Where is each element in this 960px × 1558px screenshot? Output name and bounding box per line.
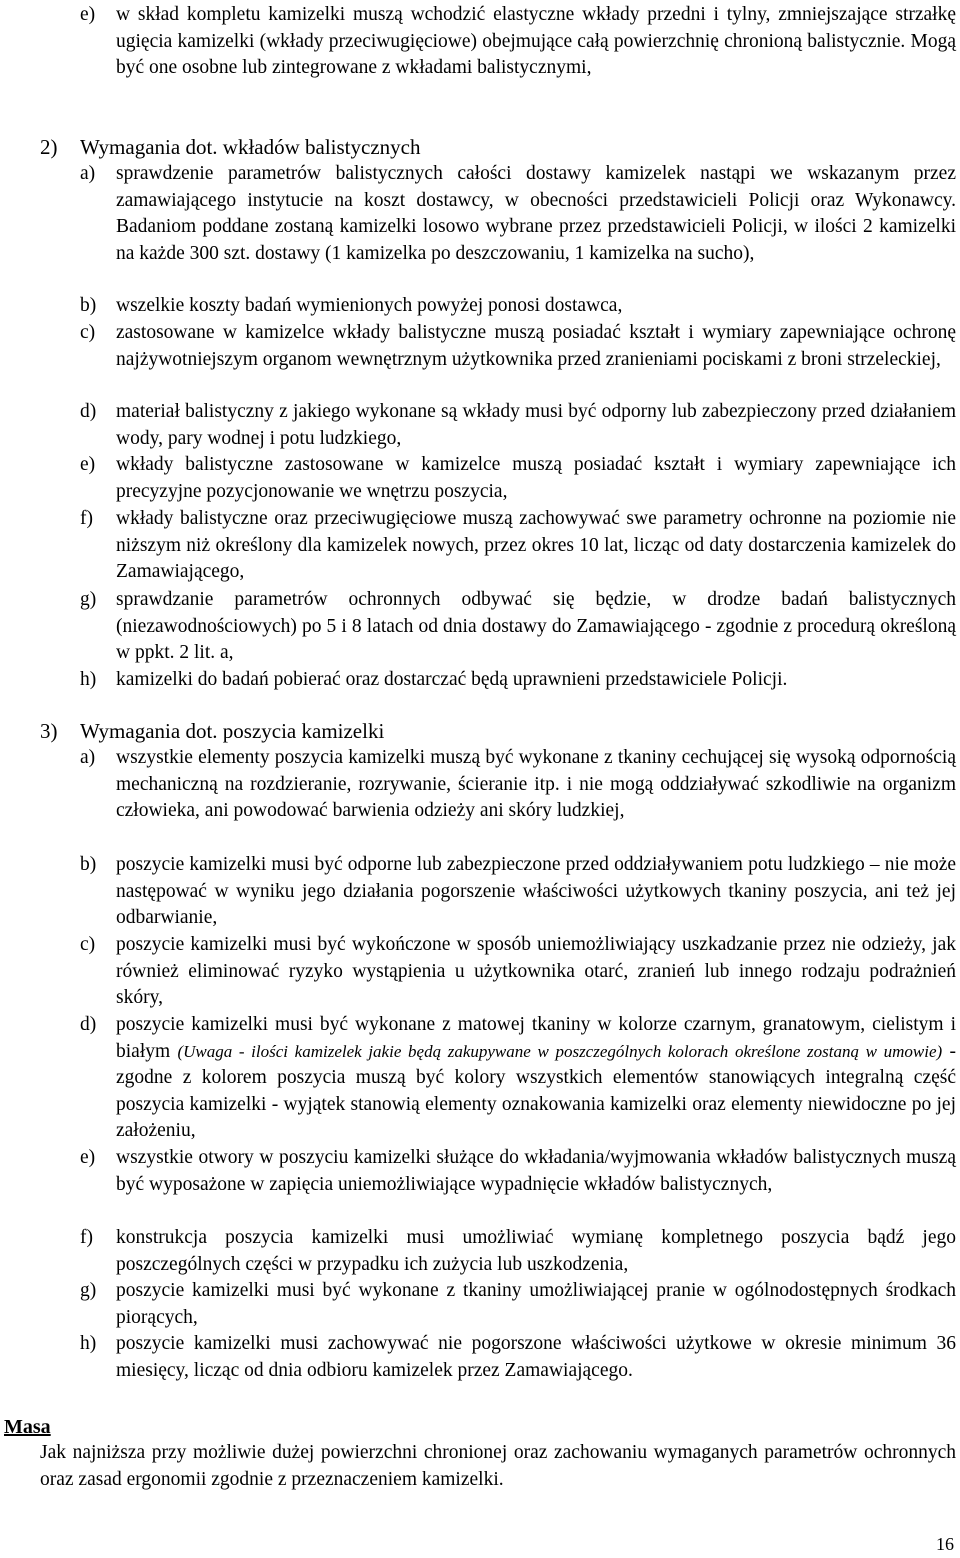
item-label: g): [80, 1280, 97, 1301]
item-label: c): [80, 934, 96, 955]
list-item: [80, 452, 956, 505]
item-text: wszystkie otwory w poszyciu kamizelki służące do wkładania/wyjmowania wkładów balistycznych muszą być wyposażone w zapięcia uniemożliwiające wypadnięcie wkładów balistycznych,: [116, 1147, 956, 1195]
item-text-end: - zgodne z kolorem poszycia muszą być kolory wszystkich elementów stanowiących integralną część poszycia kamizelki - wyjątek stanowią elementy oznakowania kamizelki oraz elementy niewidoczne po jej założeniu,: [116, 1040, 956, 1141]
item-text-start: poszycie kamizelki musi być wykonane z matowej tkaniny w kolorze czarnym, granatowym, cielistym i białym: [116, 1014, 956, 1062]
item-label: e): [80, 454, 96, 475]
masa-text: Jak najniższa przy możliwie dużej powierzchni chronionej oraz zachowaniu wymaganych parametrów ochronnych oraz zasad ergonomii zgodnie z przeznaczeniem kamizelki.: [40, 1442, 956, 1490]
list-item: [80, 399, 956, 452]
section-heading: [40, 134, 940, 160]
list-item: [80, 161, 956, 267]
item-label: h): [80, 669, 97, 690]
item-text: materiał balistyczny z jakiego wykonane są wkłady musi być odporny lub zabezpieczony przed działaniem wody, pary wodnej i potu ludzkiego,: [116, 401, 956, 449]
item-text: zastosowane w kamizelce wkłady balistyczne muszą posiadać kształt i wymiary zapewniające ochronę najżywotniejszym organom wewnętrznym użytkownika przed zranieniami pociskami z broni strzeleckiej,: [116, 322, 956, 370]
list-item: [80, 852, 956, 932]
list-item: [80, 506, 956, 586]
list-item: [80, 293, 956, 320]
item-text: poszycie kamizelki musi być wykończone w sposób uniemożliwiający uszkadzanie przez nie odzieży, jak również eliminować ryzyko wystąpienia u użytkownika otarć, zranień lub innego rodzaju podrażnień skóry,: [116, 934, 956, 1008]
item-text: poszycie kamizelki musi być wykonane z tkaniny umożliwiającej pranie w ogólnodostępnych środkach piorących,: [116, 1280, 956, 1328]
list-item: [80, 320, 956, 373]
item-text: poszycie kamizelki musi zachowywać nie pogorszone właściwości użytkowe w okresie minimum 36 miesięcy, licząc od dnia odbioru kamizelek przez Zamawiającego.: [116, 1333, 956, 1381]
list-item: [80, 1225, 956, 1278]
list-item: [80, 2, 956, 82]
masa-heading: Masa: [4, 1416, 51, 1438]
item-label: e): [80, 1147, 96, 1168]
item-label: a): [80, 747, 96, 768]
section-number: 3): [40, 719, 58, 743]
section-title: Wymagania dot. wkładów balistycznych: [80, 135, 421, 159]
list-item: [80, 745, 956, 825]
item-label: e): [80, 4, 96, 25]
item-label: d): [80, 1014, 97, 1035]
item-label: h): [80, 1333, 97, 1354]
page-number: 16: [936, 1534, 954, 1554]
item-text: [116, 1012, 956, 1145]
item-text: wszelkie koszty badań wymienionych powyżej ponosi dostawca,: [116, 295, 623, 316]
item-text: kamizelki do badań pobierać oraz dostarczać będą uprawnieni przedstawiciele Policji.: [116, 669, 788, 690]
item-label: f): [80, 1227, 93, 1248]
item-label: a): [80, 163, 96, 184]
item-label: f): [80, 508, 93, 529]
item-text-note: (Uwaga - ilości kamizelek jakie będą zakupywane w poszczególnych kolorach określone zostaną w umowie): [177, 1041, 943, 1061]
section-heading: [40, 718, 940, 744]
item-label: b): [80, 854, 97, 875]
section-title: Wymagania dot. poszycia kamizelki: [80, 719, 385, 743]
list-item: [80, 932, 956, 1012]
item-text: sprawdzenie parametrów balistycznych całości dostawy kamizelek nastąpi we wskazanym przez zamawiającego instytucie na koszt dostawcy, w obecności przedstawicieli Policji oraz Wykonawcy. Badaniom poddane zostaną kamizelki losowo wybrane przez przedstawicieli Policji, w ilości 2 kamizelki na każde 300 szt. dostawy (1 kamizelka po deszczowaniu, 1 kamizelka na sucho),: [116, 163, 956, 264]
item-label: c): [80, 322, 96, 343]
item-label: b): [80, 295, 97, 316]
item-label: g): [80, 589, 97, 610]
list-item: [80, 667, 956, 694]
item-text: wkłady balistyczne zastosowane w kamizelce muszą posiadać kształt i wymiary zapewniające ich precyzyjne pozycjonowanie we wnętrzu poszycia,: [116, 454, 956, 502]
item-text: wszystkie elementy poszycia kamizelki muszą być wykonane z tkaniny cechującej się wysoką odpornością mechaniczną na rozdzieranie, rozrywanie, ścieranie itp. i nie mogą oddziaływać szkodliwie na organizm człowieka, ani powodować barwienia odzieży ani skóry ludzkiej,: [116, 747, 956, 821]
list-item: [80, 1278, 956, 1331]
list-item: [80, 1331, 956, 1384]
item-text: sprawdzanie parametrów ochronnych odbywać się będzie, w drodze badań balistycznych (niezawodnościowych) po 5 i 8 latach od dnia dostawy do Zamawiającego - zgodnie z procedurą określoną w ppkt. 2 lit. a,: [116, 589, 956, 663]
item-label: d): [80, 401, 97, 422]
item-text: poszycie kamizelki musi być odporne lub zabezpieczone przed oddziaływaniem potu ludzkiego – nie może następować w wyniku jego działania pogorszenie właściwości użytkowych tkaniny poszycia, ani też jej odbarwianie,: [116, 854, 956, 928]
item-text: wkłady balistyczne oraz przeciwugięciowe muszą zachowywać swe parametry ochronne na poziomie nie niższym niż określony dla kamizelek nowych, przez okres 10 lat, licząc od daty dostarczenia kamizelek do Zamawiającego,: [116, 508, 956, 582]
section-number: 2): [40, 135, 58, 159]
item-text: konstrukcja poszycia kamizelki musi umożliwiać wymianę kompletnego poszycia bądź jego poszczególnych części w przypadku ich zużycia lub uszkodzenia,: [116, 1227, 956, 1275]
list-item: [80, 1145, 956, 1198]
item-text: w skład kompletu kamizelki muszą wchodzić elastyczne wkłady przedni i tylny, zmniejszające strzałkę ugięcia kamizelki (wkłady przeciwugięciowe) obejmujące całą powierzchnię chronioną balistycznie. Mogą być one osobne lub zintegrowane z wkładami balistycznymi,: [116, 4, 956, 78]
list-item: [80, 587, 956, 667]
list-item: [80, 1012, 956, 1145]
